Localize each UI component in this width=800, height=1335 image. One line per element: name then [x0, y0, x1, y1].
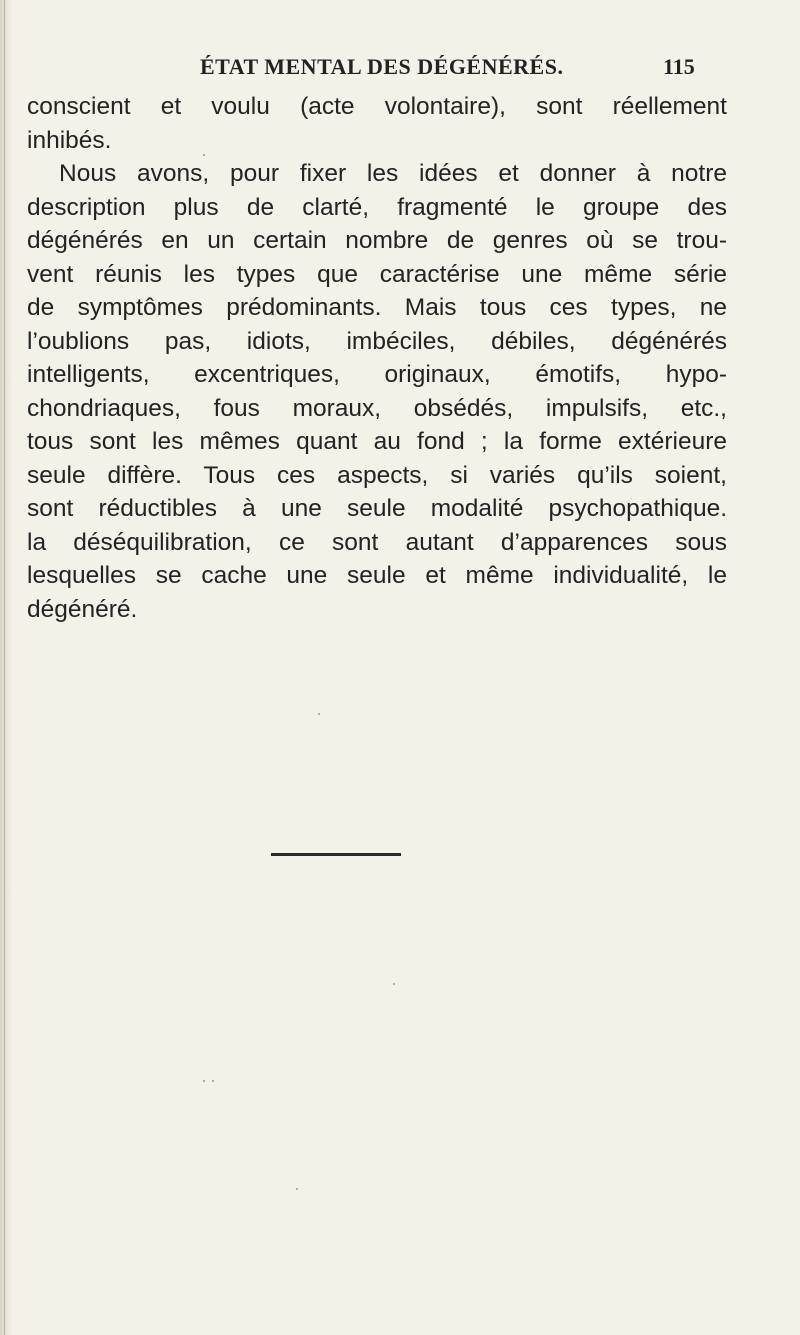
- paper-speck: [212, 1080, 214, 1082]
- text-line: lesquelles se cache une seule et même individualité, le: [27, 562, 727, 589]
- page-number: 115: [663, 54, 695, 79]
- end-of-chapter-rule: [271, 853, 401, 856]
- text-line: dégénéré.: [27, 595, 138, 623]
- text-line: chondriaques, fous moraux, obsédés, impulsifs, etc.,: [27, 394, 727, 422]
- running-head: [0, 54, 800, 86]
- text-line: vent réunis les types que caractérise une même série: [27, 260, 727, 288]
- paper-speck: [203, 1080, 205, 1082]
- text-line: de symptômes prédominants. Mais tous ces types, ne: [27, 294, 727, 321]
- paper-speck: [203, 154, 205, 156]
- text-line: seule diffère. Tous ces aspects, si variés qu’ils soient,: [27, 461, 727, 489]
- text-line: l’oublions pas, idiots, imbéciles, débiles, dégénérés: [27, 327, 727, 355]
- text-line: inhibés.: [27, 126, 112, 154]
- text-line: conscient et voulu (acte volontaire), sont réellement: [27, 93, 727, 120]
- text-line: dégénérés en un certain nombre de genres où se trou-: [27, 227, 727, 254]
- text-line: sont réductibles à une seule modalité psychopathique.: [27, 495, 727, 522]
- text-line: la déséquilibration, ce sont autant d’apparences sous: [27, 528, 727, 556]
- binding-edge: [4, 0, 5, 1335]
- paper-speck: [318, 713, 320, 715]
- paragraph-first-line: Nous avons, pour fixer les idées et donner à notre: [59, 160, 727, 187]
- body-text: [27, 90, 727, 626]
- text-line: description plus de clarté, fragmenté le groupe des: [27, 193, 727, 221]
- running-title: ÉTAT MENTAL DES DÉGÉNÉRÉS.: [200, 54, 564, 79]
- text-line: tous sont les mêmes quant au fond ; la forme extérieure: [27, 428, 727, 455]
- paper-speck: [296, 1188, 298, 1190]
- paper-speck: [393, 983, 395, 985]
- page-gutter-shadow: [0, 0, 14, 1335]
- text-line: intelligents, excentriques, originaux, émotifs, hypo-: [27, 361, 727, 388]
